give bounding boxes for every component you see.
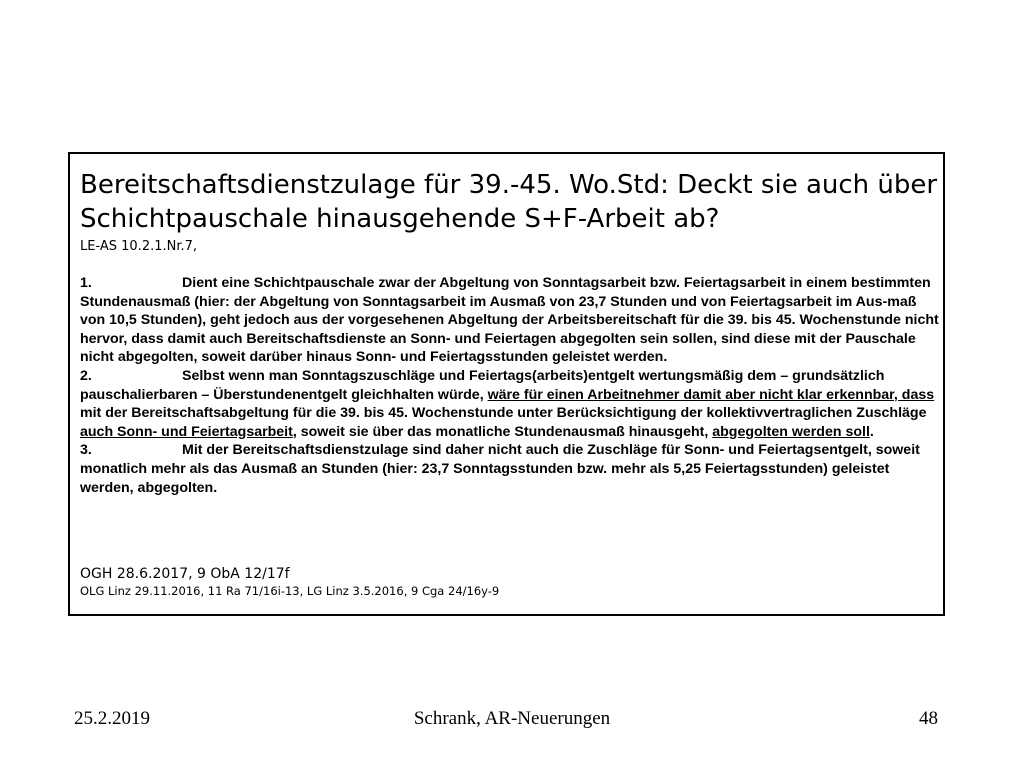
citation-sub: OLG Linz 29.11.2016, 11 Ra 71/16i-13, LG Linz 3.5.2016, 9 Cga 24/16y-9	[80, 584, 500, 598]
citation-main: OGH 28.6.2017, 9 ObA 12/17f	[80, 566, 290, 582]
paragraph-1	[80, 274, 940, 367]
ruling-text	[80, 274, 940, 497]
paragraph-text: , soweit sie über das monatliche Stundenausmaß hinausgeht,	[292, 423, 713, 440]
paragraph-number: 3.	[80, 442, 92, 459]
content-box	[68, 152, 945, 616]
slide-title: Bereitschaftsdienstzulage für 39.-45. Wo.Std: Deckt sie auch über Schichtpauschale hinausgehende S+F-Arbeit ab?	[80, 170, 938, 234]
footer-title: Schrank, AR-Neuerungen	[413, 708, 611, 729]
paragraph-text: Selbst wenn man Sonntagszuschläge und Feiertags(arbeits)entgelt wertungsmäßig dem – grundsätzlich pauschalierbaren – Überstundenentgelt gleichhalten würde,	[80, 367, 885, 403]
underlined-text: abgegolten werden soll	[712, 423, 870, 440]
underlined-text: wäre für einen Arbeitnehmer damit aber nicht klar erkennbar, dass	[487, 386, 935, 403]
paragraph-text: .	[869, 423, 874, 440]
underlined-text: auch Sonn- und Feiertagsarbeit	[80, 423, 293, 440]
paragraph-number: 2.	[80, 367, 92, 384]
paragraph-text: Dient eine Schichtpauschale zwar der Abgeltung von Sonntagsarbeit bzw. Feiertagsarbeit in einem bestimmten Stundenausmaß (hier: der Abgeltung von Sonntagsarbeit im Ausmaß von 23,7 Stunden und von Feiertagsarbeit im Aus-maß von 10,5 Stunden), geht jedoch aus der vorgesehenen Abgeltung der Arbeitsbereitschaft für die 39. bis 45. Wochenstunde nicht hervor, dass damit auch Bereitschaftsdienste an Sonn- und Feiertagen abgegolten sein sollen, sind diese mit der Pauschale nicht abgegolten, soweit darüber hinaus Sonn- und Feiertagsstunden geleistet werden.	[80, 275, 939, 366]
paragraph-number: 1.	[80, 275, 92, 291]
page-number: 48	[919, 708, 938, 729]
paragraph-2	[80, 367, 940, 441]
paragraph-3	[80, 441, 940, 497]
footer-date: 25.2.2019	[74, 708, 150, 729]
reference-code: LE-AS 10.2.1.Nr.7,	[80, 239, 198, 254]
paragraph-text: Mit der Bereitschaftsdienstzulage sind daher nicht auch die Zuschläge für Sonn- und Feiertagsentgelt, soweit monatlich mehr als das Ausmaß an Stunden (hier: 23,7 Sonntagsstunden bzw. mehr als 5,25 Feiertagsstunden) geleistet werden, abgegolten.	[80, 442, 920, 496]
paragraph-text: mit der Bereitschaftsabgeltung für die 39. bis 45. Wochenstunde unter Berücksichtigung der kollektivvertraglichen Zuschläge	[80, 405, 927, 422]
